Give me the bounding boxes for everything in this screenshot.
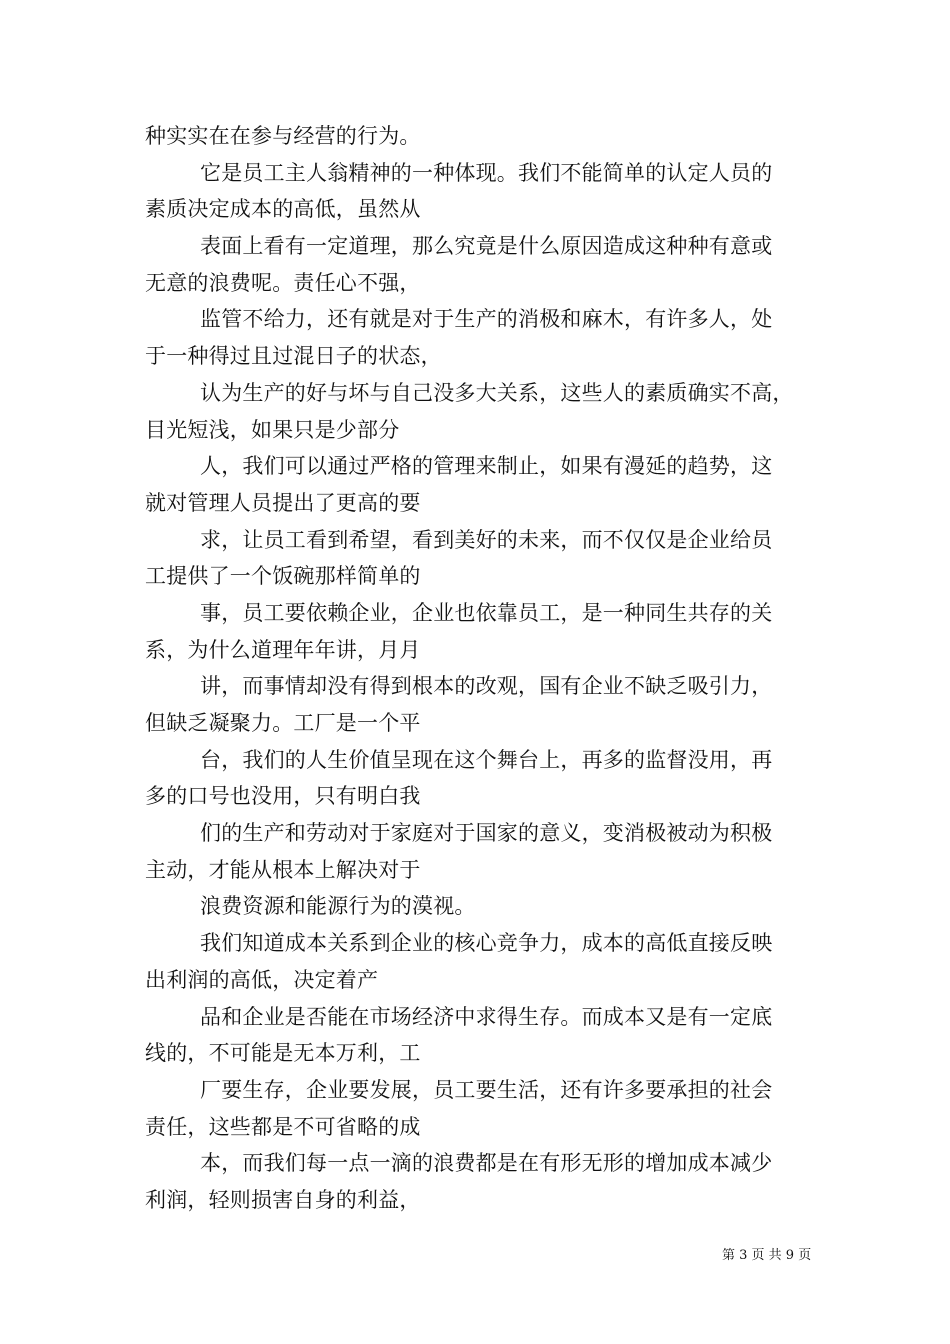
text-line: 利润，轻则损害自身的利益， [145, 1187, 421, 1212]
text-line: 品和企业是否能在市场经济中求得生存。而成本又是有一定底 [200, 1004, 773, 1029]
text-line: 工提供了一个饭碗那样简单的 [145, 564, 421, 589]
body-text [145, 118, 825, 1219]
text-line: 素质决定成本的高低，虽然从 [145, 197, 421, 222]
text-line: 求，让员工看到希望，看到美好的未来，而不仅仅是企业给员 [200, 527, 773, 552]
text-line: 认为生产的好与坏与自己没多大关系，这些人的素质确实不高， [200, 380, 794, 405]
text-line: 就对管理人员提出了更高的要 [145, 490, 421, 515]
text-line: 监管不给力，还有就是对于生产的消极和麻木，有许多人，处 [200, 307, 773, 332]
text-line: 线的，不可能是无本万利，工 [145, 1041, 421, 1066]
text-line: 它是员工主人翁精神的一种体现。我们不能简单的认定人员的 [200, 160, 773, 185]
text-line: 多的口号也没用，只有明白我 [145, 784, 421, 809]
text-line: 无意的浪费呢。责任心不强， [145, 270, 421, 295]
text-line: 目光短浅，如果只是少部分 [145, 417, 400, 442]
text-line: 浪费资源和能源行为的漠视。 [200, 894, 476, 919]
text-line: 们的生产和劳动对于家庭对于国家的意义，变消极被动为积极 [200, 821, 773, 846]
text-line: 表面上看有一定道理，那么究竟是什么原因造成这种种有意或 [200, 234, 773, 259]
text-line: 我们知道成本关系到企业的核心竞争力，成本的高低直接反映 [200, 931, 773, 956]
text-line: 厂要生存，企业要发展，员工要生活，还有许多要承担的社会 [200, 1077, 773, 1102]
text-line: 出利润的高低，决定着产 [145, 967, 379, 992]
text-line: 事，员工要依赖企业，企业也依靠员工，是一种同生共存的关 [200, 600, 773, 625]
text-line: 但缺乏凝聚力。工厂是一个平 [145, 711, 421, 735]
text-line: 人，我们可以通过严格的管理来制止，如果有漫延的趋势，这 [200, 454, 773, 479]
text-line: 责任，这些都是不可省略的成 [145, 1114, 421, 1139]
text-line: 于一种得过且过混日子的状态， [145, 344, 442, 369]
page-number: 第 3 页 共 9 页 [722, 1248, 812, 1263]
text-line: 系，为什么道理年年讲，月月 [145, 637, 421, 662]
text-line: 讲，而事情却没有得到根本的改观，国有企业不缺乏吸引力， [200, 674, 773, 699]
text-line: 台，我们的人生价值呈现在这个舞台上，再多的监督没用，再 [200, 747, 773, 772]
text-line: 主动，才能从根本上解决对于 [145, 857, 421, 882]
text-line: 本，而我们每一点一滴的浪费都是在有形无形的增加成本减少 [200, 1151, 773, 1176]
text-line: 种实实在在参与经营的行为。 [145, 124, 421, 148]
